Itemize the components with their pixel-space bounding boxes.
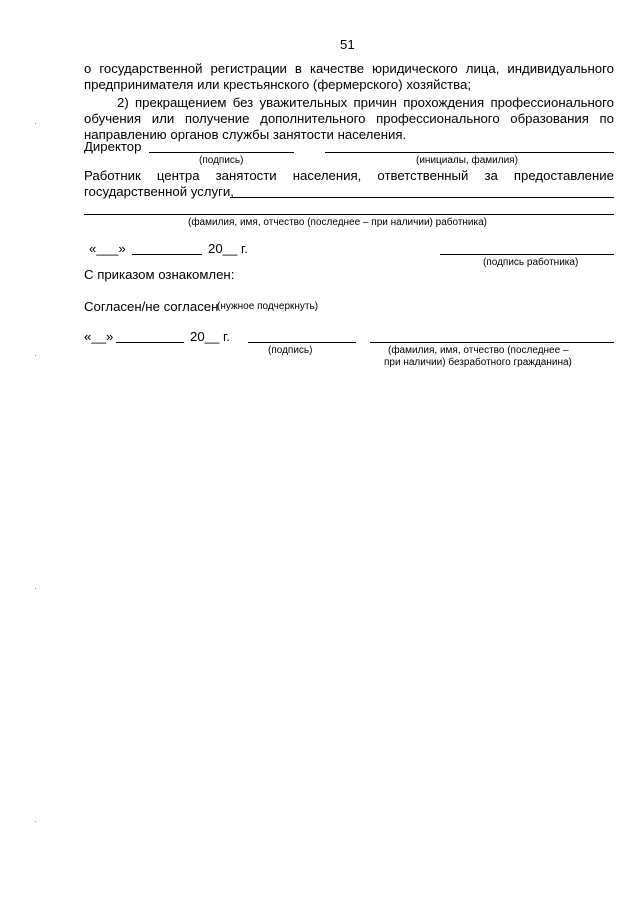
worker-name-line-2 bbox=[84, 214, 614, 215]
paragraph-line: 2) прекращением без уважительных причин прохождения профессионального bbox=[117, 95, 614, 110]
paragraph-line: предпринимателя или крестьянского (фермерского) хозяйства; bbox=[84, 77, 472, 92]
date-month-line bbox=[132, 254, 202, 255]
consent-name-line bbox=[370, 342, 614, 343]
signature-caption: (подпись) bbox=[199, 155, 244, 166]
director-label: Директор bbox=[84, 139, 142, 154]
consent-signature-line bbox=[248, 342, 356, 343]
scan-mark bbox=[35, 821, 36, 822]
worker-line: государственной услуги, bbox=[84, 184, 234, 199]
consent-name-caption: (фамилия, имя, отчество (последнее – bbox=[388, 345, 569, 356]
paragraph-line: о государственной регистрации в качестве юридического лица, индивидуального bbox=[84, 61, 614, 76]
acknowledge-text: С приказом ознакомлен: bbox=[84, 267, 235, 282]
date-day: «__» bbox=[84, 329, 114, 344]
consent-signature-caption: (подпись) bbox=[268, 345, 313, 356]
initials-caption: (инициалы, фамилия) bbox=[416, 155, 518, 166]
consent-note: (нужное подчеркнуть) bbox=[217, 301, 319, 312]
consent-name-caption: при наличии) безработного гражданина) bbox=[384, 357, 572, 368]
consent-text: Согласен/не согласен bbox=[84, 299, 219, 314]
date-month-line bbox=[116, 342, 184, 343]
worker-name-line bbox=[230, 197, 614, 198]
scan-mark bbox=[35, 588, 36, 589]
paragraph-line: направлению органов службы занятости населения. bbox=[84, 127, 407, 142]
worker-line: Работник центра занятости населения, ответственный за предоставление bbox=[84, 168, 614, 183]
director-initials-line bbox=[325, 152, 614, 153]
date-year: 20__ г. bbox=[208, 241, 248, 256]
worker-signature-caption: (подпись работника) bbox=[483, 257, 579, 268]
worker-name-caption: (фамилия, имя, отчество (последнее – при наличии) работника) bbox=[188, 217, 488, 228]
scan-mark bbox=[35, 355, 36, 356]
scan-mark bbox=[35, 123, 36, 124]
paragraph-line: обучения или получение дополнительного профессионального образования по bbox=[84, 111, 614, 126]
date-day: «___» bbox=[89, 241, 126, 256]
page-number: 51 bbox=[340, 37, 355, 52]
director-signature-line bbox=[149, 152, 294, 153]
date-year: 20__ г. bbox=[190, 329, 230, 344]
worker-signature-line bbox=[440, 254, 614, 255]
